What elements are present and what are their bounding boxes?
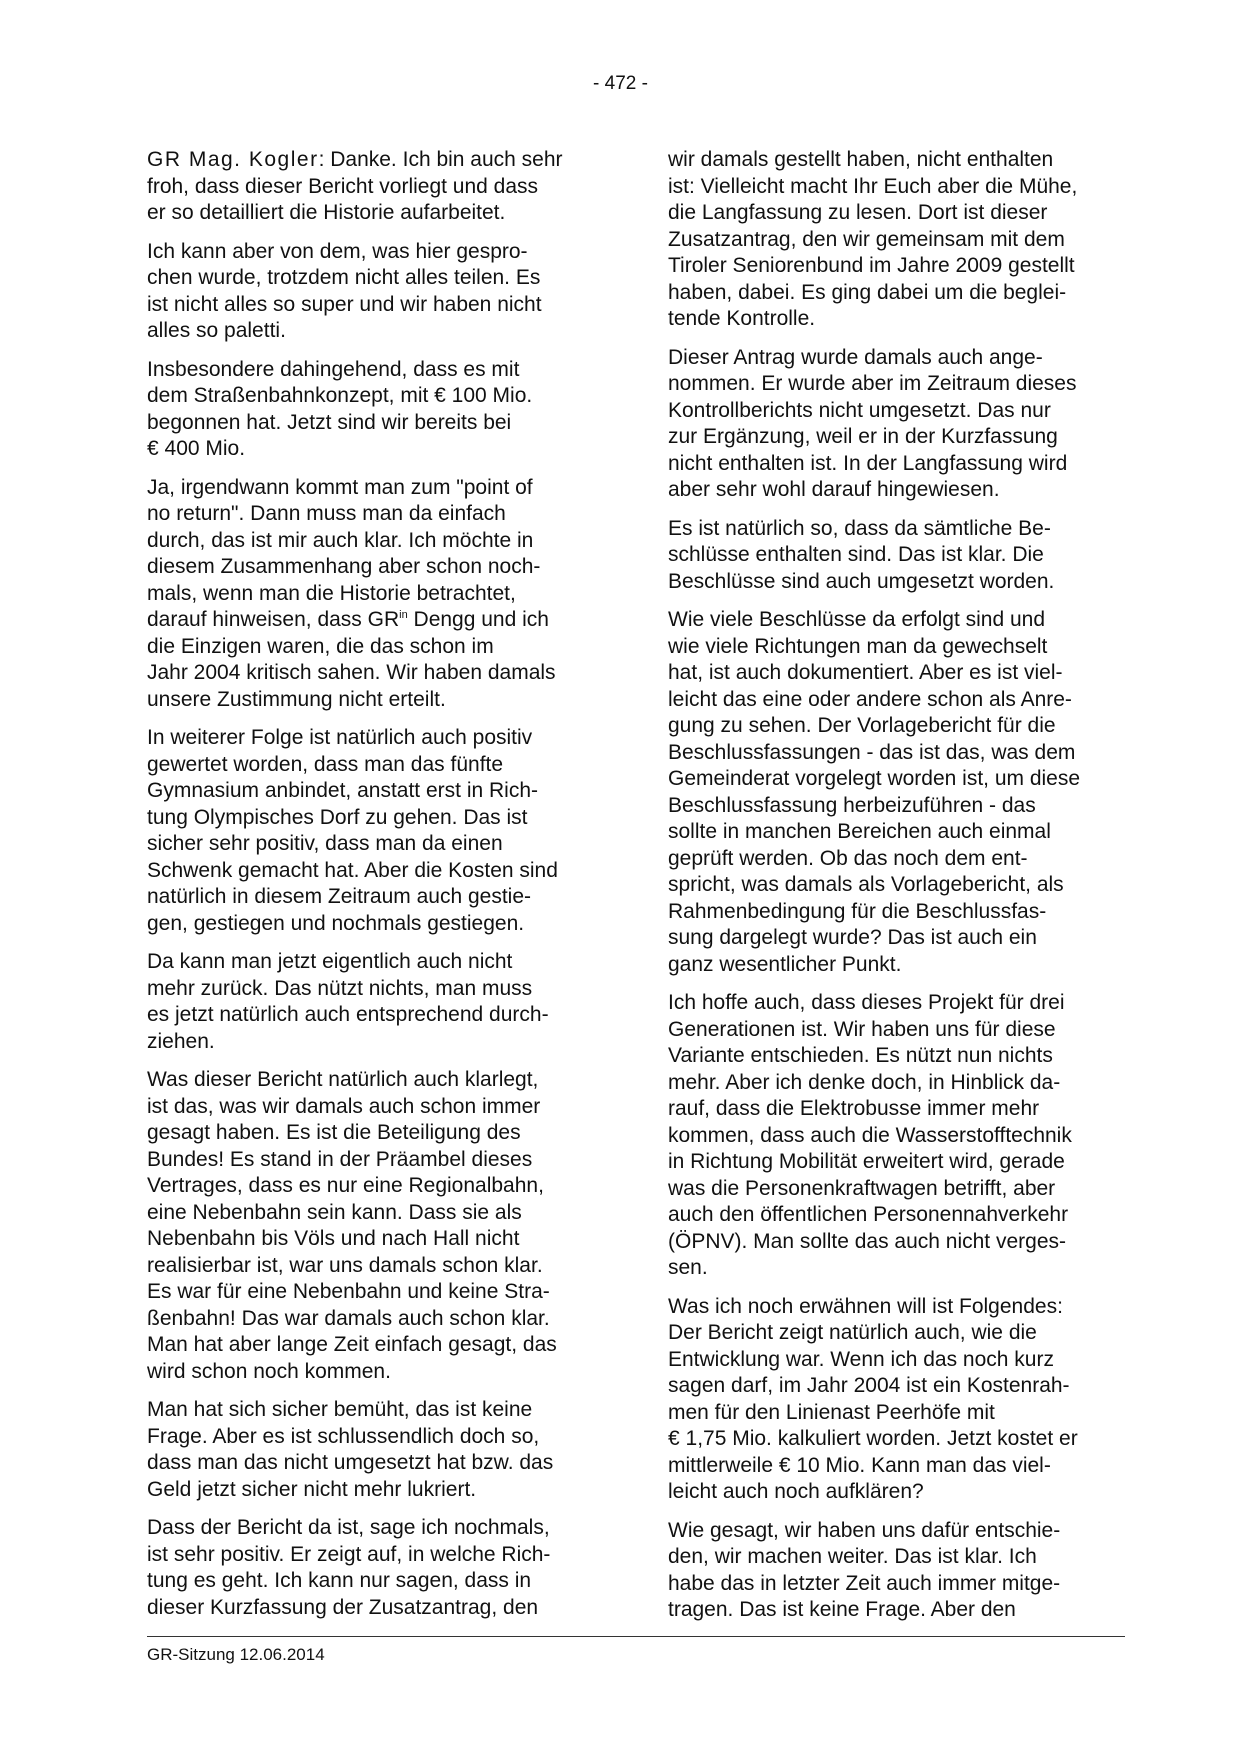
paragraph-text: Ja, irgendwann kommt man zum "point of no return". Dann muss man da einfach durch, das ist mir auch klar. Ich möchte in diesem Zusammenhang aber schon noch- mals, wenn man die Historie betrachtet, darauf hinweisen, dass GR <box>147 475 541 631</box>
paragraph-9: Dass der Bericht da ist, sage ich nochmals, ist sehr positiv. Er zeigt auf, in welche Rich- tung es geht. Ich kann nur sagen, dass in dieser Kurzfassung der Zusatzantrag, den <box>147 1516 551 1619</box>
right-column <box>668 147 1128 1636</box>
paragraph-6: Da kann man jetzt eigentlich auch nicht mehr zurück. Das nützt nichts, man muss es jetzt natürlich auch entsprechend durch- ziehen. <box>147 950 549 1053</box>
paragraph-3: Es ist natürlich so, dass da sämtliche Be- schlüsse enthalten sind. Das ist klar. Die Beschlüsse sind auch umgesetzt worden. <box>668 516 1055 593</box>
paragraph-6: Was ich noch erwähnen will ist Folgendes: Der Bericht zeigt natürlich auch, wie die Entwicklung war. Wenn ich das noch kurz sagen darf, im Jahr 2004 ist ein Kostenrah- men für den Linienast Peerhöfe mit € 1,75 Mio. kalkuliert worden. Jetzt kostet er mittlerweile € 10 Mio. Kann man das viel- leicht auch noch aufklären? <box>668 1294 1078 1503</box>
paragraph-7: Wie gesagt, wir haben uns dafür entschie- den, wir machen weiter. Das ist klar. Ich habe das in letzter Zeit auch immer mitge- tragen. Das ist keine Frage. Aber den <box>668 1518 1061 1621</box>
paragraph-3: Insbesondere dahingehend, dass es mit dem Straßenbahnkonzept, mit € 100 Mio. begonnen hat. Jetzt sind wir bereits bei € 400 Mio. <box>147 357 533 460</box>
footer-session-date: GR-Sitzung 12.06.2014 <box>147 1645 325 1664</box>
paragraph-5: In weiterer Folge ist natürlich auch positiv gewertet worden, dass man das fünfte Gymnasium anbindet, anstatt erst in Rich- tung Olympisches Dorf zu gehen. Das ist sicher sehr positiv, dass man da einen Schwenk gemacht hat. Aber die Kosten sind natürlich in diesem Zeitraum auch gestie- gen, gestiegen und nochmals gestiegen. <box>147 726 558 935</box>
paragraph-5: Ich hoffe auch, dass dieses Projekt für drei Generationen ist. Wir haben uns für diese Variante entschieden. Es nützt nun nichts mehr. Aber ich denke doch, in Hinblick da- rauf, dass die Elektrobusse immer mehr kommen, dass auch die Wasserstofftechnik in Richtung Mobilität erweitert wird, gerade was die Personenkraftwagen betrifft, aber auch den öffentlichen Personennahverkehr (ÖPNV). Man sollte das auch nicht verges- sen. <box>668 991 1072 1279</box>
paragraph-1 <box>147 147 597 227</box>
footer-divider <box>147 1636 1125 1637</box>
paragraph-8: Man hat sich sicher bemüht, das ist keine Frage. Aber es ist schlussendlich doch so, dass man das nicht umgesetzt hat bzw. das Geld jetzt sicher nicht mehr lukriert. <box>147 1398 554 1501</box>
paragraph-4 <box>147 475 597 714</box>
paragraph-2: Ich kann aber von dem, was hier gespro- chen wurde, trotzdem nicht alles teilen. Es ist nicht alles so super und wir haben nicht alles so paletti. <box>147 239 542 342</box>
left-column <box>147 147 597 1633</box>
paragraph-text: : Danke. Ich bin auch sehr froh, dass dieser Bericht vorliegt und dass er so detailliert die Historie aufarbeitet. <box>147 148 563 224</box>
paragraph-2: Dieser Antrag wurde damals auch ange- nommen. Er wurde aber im Zeitraum dieses Kontrollberichts nicht umgesetzt. Das nur zur Ergänzung, weil er in der Kurzfassung nicht enthalten ist. In der Langfassung wird aber sehr wohl darauf hingewiesen. <box>668 345 1077 501</box>
page-number: - 472 - <box>593 73 648 94</box>
speaker-name: GR Mag. Kogler <box>147 148 319 171</box>
paragraph-4: Wie viele Beschlüsse da erfolgt sind und wie viele Richtungen man da gewechselt hat, ist auch dokumentiert. Aber es ist viel- leicht das eine oder andere schon als Anre- gung zu sehen. Der Vorlagebericht für die Beschlussfassungen - das ist das, was dem Gemeinderat vorgelegt worden ist, um diese Beschlussfassung herbeizuführen - das sollte in manchen Bereichen auch einmal geprüft werden. Ob das noch dem ent- spricht, was damals als Vorlagebericht, als Rahmenbedingung für die Beschlussfas- sung dargelegt wurde? Das ist auch ein ganz wesentlicher Punkt. <box>668 608 1081 976</box>
paragraph-1: wir damals gestellt haben, nicht enthalten ist: Vielleicht macht Ihr Euch aber die Mühe, die Langfassung zu lesen. Dort ist dieser Zusatzantrag, den wir gemeinsam mit dem Tiroler Seniorenbund im Jahre 2009 gestellt haben, dabei. Es ging dabei um die beglei- tende Kontrolle. <box>668 148 1078 330</box>
paragraph-text: Dengg und ich die Einzigen waren, die das schon im Jahr 2004 kritisch sahen. Wir haben damals unsere Zustimmung nicht erteilt. <box>147 608 556 711</box>
paragraph-7: Was dieser Bericht natürlich auch klarlegt, ist das, was wir damals auch schon immer gesagt haben. Es ist die Beteiligung des Bundes! Es stand in der Präambel dieses Vertrages, dass es nur eine Regionalbahn, eine Nebenbahn sein kann. Dass sie als Nebenbahn bis Völs und nach Hall nicht realisierbar ist, war uns damals schon klar. Es war für eine Nebenbahn und keine Stra- ßenbahn! Das war damals auch schon klar. Man hat aber lange Zeit einfach gesagt, das wird schon noch kommen. <box>147 1068 557 1383</box>
superscript: in <box>399 609 408 621</box>
